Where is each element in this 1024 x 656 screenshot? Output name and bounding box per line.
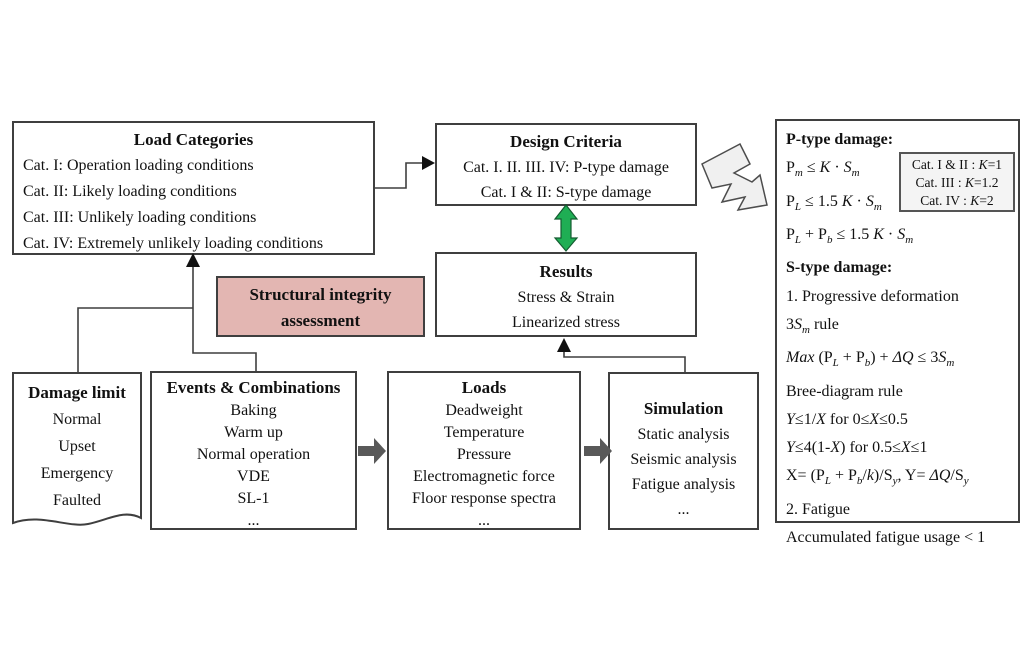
list-item: Floor response spectra: [412, 490, 556, 507]
list-item: Normal operation: [196, 446, 311, 463]
list-item: Warm up: [224, 424, 283, 441]
box-title: Results: [539, 262, 593, 281]
list-item: Cat. III: Unlikely loading conditions: [23, 209, 257, 226]
list-item: Normal: [52, 411, 102, 428]
formula-line: 2. Fatigue: [786, 500, 850, 518]
list-item: Emergency: [40, 465, 114, 482]
list-item: Cat. IV: Extremely unlikely loading conditions: [23, 235, 324, 252]
list-item: ...: [478, 512, 490, 529]
list-item: Seismic analysis: [630, 451, 737, 468]
list-item: Temperature: [443, 424, 525, 441]
box-title: Simulation: [643, 399, 724, 418]
k-value-line: Cat. IV : K=2: [920, 193, 994, 208]
s-type-damage-header: S-type damage:: [786, 259, 893, 277]
list-item: Cat. I: Operation loading conditions: [23, 157, 254, 174]
formula-line: $X= (P_L + P_b/k)/S_y$, $Y= \Delta Q/S_y$: [786, 467, 969, 488]
connector-line: [78, 308, 193, 372]
list-item: Baking: [230, 402, 277, 419]
list-item: Faulted: [53, 492, 101, 509]
damage-limit-document: [12, 372, 142, 532]
loads-box: [387, 371, 581, 530]
list-item: Pressure: [456, 446, 512, 463]
box-title: Damage limit: [28, 383, 126, 402]
formula-line: Y≤1/X for 0≤X≤0.5: [786, 410, 908, 428]
list-item: Deadweight: [445, 402, 523, 419]
list-item: Cat. I. II. III. IV: P-type damage: [463, 159, 669, 176]
results-box: [435, 252, 697, 337]
box-title: Load Categories: [133, 130, 254, 149]
list-item: Stress & Strain: [517, 289, 615, 306]
damage-criteria-panel: [775, 119, 1020, 546]
k-value-line: Cat. III : K=1.2: [915, 175, 999, 190]
label-line: Structural integrity: [249, 285, 392, 304]
formula-line: $P_L + P_b \le 1.5$ $K \cdot S_m$: [786, 225, 914, 247]
formula-line: Bree-diagram rule: [786, 382, 903, 400]
formula-line: Y≤4(1-X) for 0.5≤X≤1: [786, 438, 928, 456]
formula-line: $P_L \le 1.5$ $K \cdot S_m$: [786, 192, 882, 213]
formula-line: $P_m \le K \cdot S_m$: [786, 159, 860, 180]
list-item: Electromagnetic force: [413, 468, 555, 485]
k-value-line: Cat. I & II : K=1: [911, 157, 1003, 172]
formula-line: $3S_m$ rule: [786, 315, 839, 336]
design-criteria-box: [435, 123, 697, 206]
formula-line: 1. Progressive deformation: [786, 287, 959, 305]
structural-integrity-assessment-box: [216, 276, 425, 337]
list-item: Static analysis: [637, 426, 730, 443]
zigzag-arrow-icon: [702, 144, 767, 210]
formula-line: Max $(P_L + P_b) + \Delta Q \le 3S_m$: [786, 349, 955, 370]
formula-line: Accumulated fatigue usage < 1: [786, 528, 986, 546]
list-item: Fatigue analysis: [631, 476, 736, 493]
load-categories-box: [12, 121, 375, 255]
connector-line: [375, 163, 424, 188]
box-title: Design Criteria: [510, 132, 622, 151]
list-item: VDE: [237, 468, 270, 485]
k-factor-legend-box: [899, 152, 1015, 212]
list-item: Linearized stress: [512, 314, 620, 331]
list-item: Cat. II: Likely loading conditions: [23, 183, 237, 200]
connector-line: [564, 350, 685, 372]
events-combinations-box: [150, 371, 357, 530]
simulation-box: [608, 372, 759, 530]
box-title: Loads: [461, 378, 507, 397]
up-arrowhead-icon: [557, 338, 571, 352]
right-arrowhead-icon: [422, 156, 435, 170]
gray-right-arrow-icon: [358, 438, 386, 464]
list-item: ...: [247, 512, 260, 529]
label-line: assessment: [280, 311, 361, 330]
green-double-arrow-icon: [555, 205, 577, 251]
list-item: SL-1: [237, 490, 270, 507]
p-type-damage-header: P-type damage:: [786, 131, 894, 148]
list-item: Cat. I & II: S-type damage: [480, 184, 652, 201]
list-item: ...: [677, 501, 690, 518]
list-item: Upset: [58, 438, 96, 455]
box-title: Events & Combinations: [166, 378, 341, 397]
